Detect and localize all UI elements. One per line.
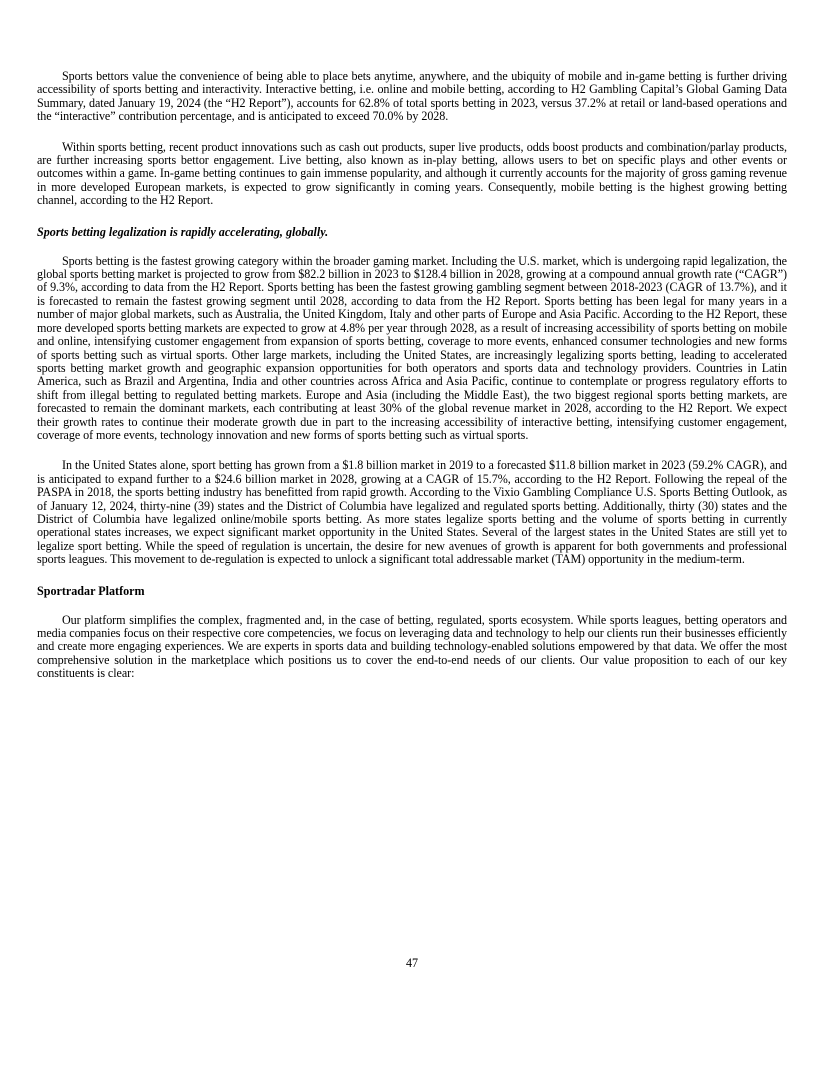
paragraph-platform: Our platform simplifies the complex, fragmented and, in the case of betting, regulated, sports ecosystem. While sports leagues, betting operators and media companies focus on their respective core competencies, we focus on leveraging data and technology to help our clients run their businesses efficiently and create more engaging experiences. We are experts in sports data and building technology-enabled solutions empowered by that data. We offer the most comprehensive solution in the marketplace which positions us to cover the end-to-end needs of our clients. Our value proposition to each of our key constituents is clear:	[37, 612, 787, 681]
section-heading-platform: Sportradar Platform	[37, 583, 145, 598]
paragraph-us-market: In the United States alone, sport betting has grown from a $1.8 billion market in 2019 to a forecasted $11.8 billion market in 2023 (59.2% CAGR), and is anticipated to expand further to a $24.6 billion market in 2028, growing at a CAGR of 15.7%, according to the H2 Report. Following the repeal of the PASPA in 2018, the sports betting industry has benefitted from rapid growth. According to the Vixio Gambling Compliance U.S. Sports Betting Outlook, as of January 12, 2024, thirty-nine (39) states and the District of Columbia have legalized and regulated sports betting. Additionally, thirty (30) states and the District of Columbia have legalized online/mobile sports betting. As more states legalize sports betting and the volume of sports betting in currently operational states increases, we expect significant market opportunity in the United States. Several of the largest states in the United States are still yet to legalize sport betting. While the speed of regulation is uncertain, the desire for new avenues of growth is apparent for both governments and professional sports leagues. This movement to de-regulation is expected to unlock a significant total addressable market (TAM) opportunity in the medium-term.	[37, 458, 787, 567]
page-number: 47	[405, 956, 419, 970]
paragraph-product-innovations: Within sports betting, recent product innovations such as cash out products, super live products, odds boost products and combination/parlay products, are further increasing sports bettor engagement. Live betting, also known as in-play betting, allows users to bet on specific plays and other events or outcomes within a game. In-game betting continues to gain immense popularity, and although it currently accounts for the majority of gross gaming revenue in more developed European markets, is expected to grow significantly in coming years. Consequently, mobile betting is the highest growing betting channel, according to the H2 Report.	[37, 139, 787, 208]
section-heading-legalization: Sports betting legalization is rapidly accelerating, globally.	[37, 224, 329, 239]
document-page	[37, 70, 787, 698]
paragraph-global-market: Sports betting is the fastest growing category within the broader gaming market. Including the U.S. market, which is undergoing rapid legalization, the global sports betting market is projected to grow from $82.2 billion in 2023 to $128.4 billion in 2028, growing at a compound annual growth rate (“CAGR”) of 9.3%, according to data from the H2 Report. Sports betting has been the fastest growing gambling segment between 2018-2023 (CAGR of 13.7%), and it is forecasted to remain the fastest growing segment until 2028, according to data from the H2 Report. Sports betting has been legal for many years in a number of major global markets, such as Australia, the United Kingdom, Italy and other parts of Europe and Asia Pacific. According to the H2 Report, these more developed sports betting markets are expected to grow at 4.8% per year through 2028, as a result of increasing accessibility of sports betting on mobile and online, intensifying customer engagement from expansion of sports betting, coverage to more events, enhanced consumer technologies and new forms of sports betting such as virtual sports. Other large markets, including the United States, are increasingly legalizing sports betting, leading to accelerated sports betting market growth and geographic expansion opportunities for both operators and sports data and technology providers. Countries in Latin America, such as Brazil and Argentina, India and other countries across Africa and Asia Pacific, continue to contemplate or progress regulatory efforts to shift from illegal betting to regulated betting markets. Europe and Asia (including the Middle East), the two biggest regional sports betting markets, are forecasted to remain the dominant markets, each contributing at least 30% of the global revenue market in 2028, according to the H2 Report. We expect their growth rates to continue their moderate growth due in part to the increasing accessibility of interactive betting, intensifying customer engagement, coverage of more events, technology innovation and new forms of sports betting such as virtual sports.	[37, 253, 787, 442]
paragraph-interactive-betting: Sports bettors value the convenience of being able to place bets anytime, anywhere, and the ubiquity of mobile and in-game betting is further driving accessibility of sports betting and interactivity. Interactive betting, i.e. online and mobile betting, according to H2 Gambling Capital’s Global Gaming Data Summary, dated January 19, 2024 (the “H2 Report”), accounts for 62.8% of total sports betting in 2023, versus 37.2% at retail or land-based operations and the “interactive” contribution percentage, and is anticipated to exceed 70.0% by 2028.	[37, 69, 787, 124]
